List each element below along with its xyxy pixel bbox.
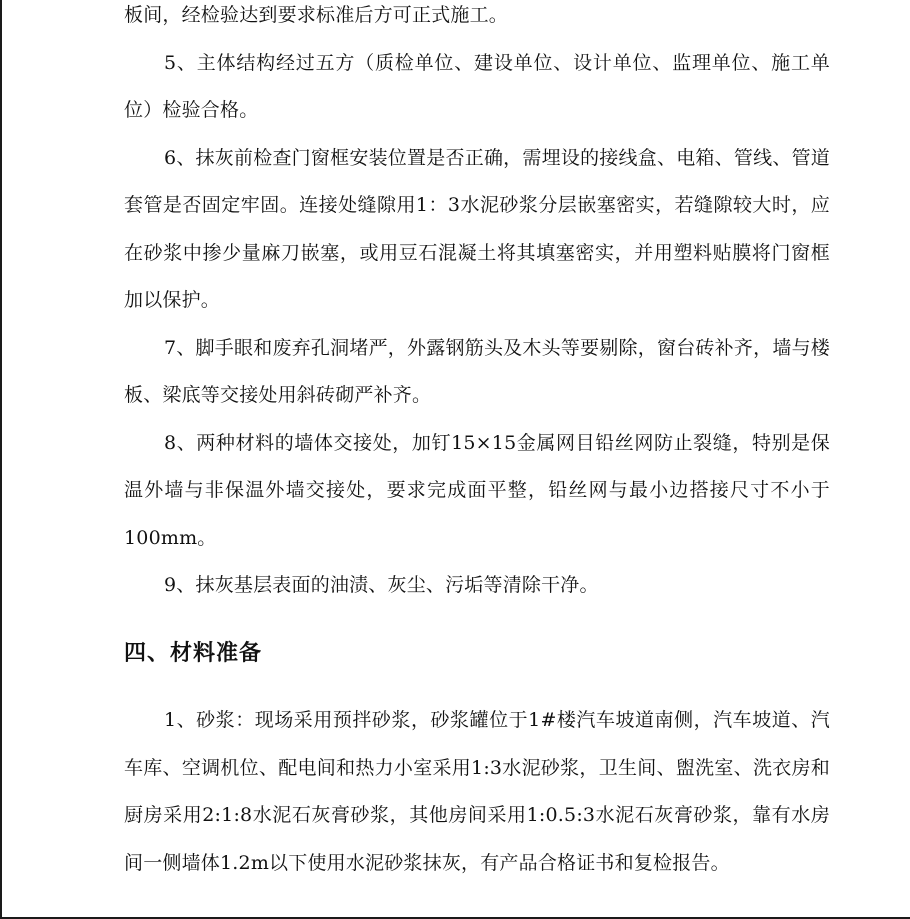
paragraph-item-6: 6、抹灰前检查门窗框安装位置是否正确，需埋设的接线盒、电箱、管线、管道套管是否固定牢固。连接处缝隙用1：3水泥砂浆分层嵌塞密实，若缝隙较大时，应在砂浆中掺少量麻刀嵌塞，或用豆石混凝土将其填塞密实，并用塑料贴膜将门窗框加以保护。 xyxy=(124,146,830,311)
paragraph-item-7: 7、脚手眼和废弃孔洞堵严，外露钢筋头及木头等要剔除，窗台砖补齐，墙与楼板、梁底等交接处用斜砖砌严补齐。 xyxy=(124,336,830,406)
paragraph-material-1: 1、砂浆：现场采用预拌砂浆，砂浆罐位于1#楼汽车坡道南侧，汽车坡道、汽车库、空调机位、配电间和热力小室采用1:3水泥砂浆，卫生间、盥洗室、洗衣房和厨房采用2:1:8水泥石灰膏砂浆，其他房间采用1:0.5:3水泥石灰膏砂浆，靠有水房间一侧墙体1.2m以下使用水泥砂浆抹灰，有产品合格证书和复检报告。 xyxy=(124,709,830,874)
paragraph-continued: 板间，经检验达到要求标准后方可正式施工。 xyxy=(124,4,509,26)
paragraph-item-9: 9、抹灰基层表面的油渍、灰尘、污垢等清除干净。 xyxy=(164,574,599,596)
section-heading: 四、材料准备 xyxy=(124,640,263,666)
paragraph-item-8: 8、两种材料的墙体交接处，加钉15×15金属网目铅丝网防止裂缝，特别是保温外墙与非保温外墙交接处，要求完成面平整，铅丝网与最小边搭接尺寸不小于100mm。 xyxy=(124,431,830,549)
document-body xyxy=(124,0,830,887)
paragraph-item-5: 5、主体结构经过五方（质检单位、建设单位、设计单位、监理单位、施工单位）检验合格。 xyxy=(124,51,830,121)
